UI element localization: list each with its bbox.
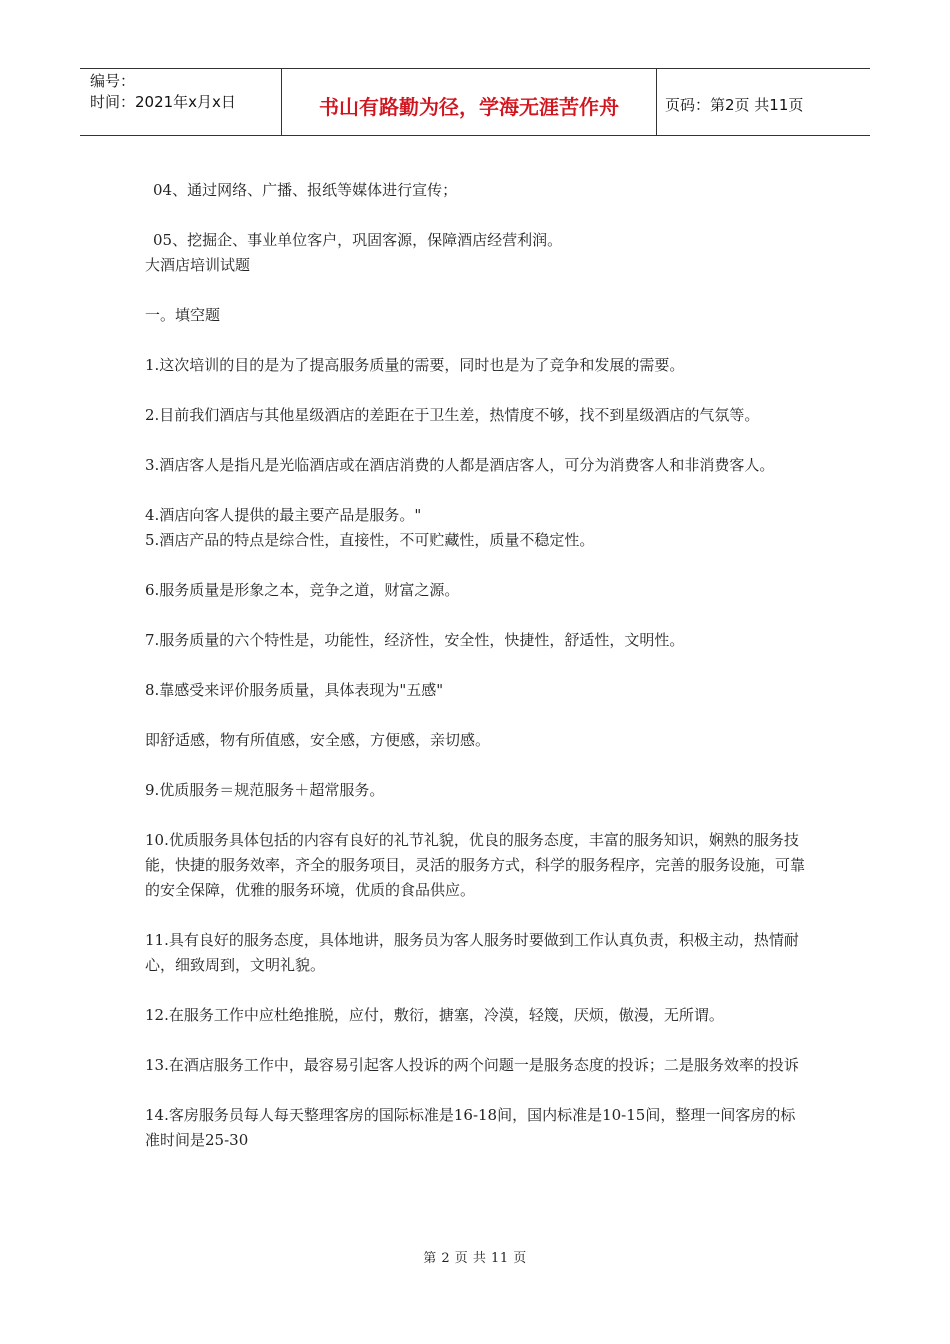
page-footer: 第 2 页 共 11 页 [423,1251,527,1266]
paragraph-clients: 05、挖掘企、事业单位客户，巩固客源，保障酒店经营利润。 [153,231,563,249]
document-title: 大酒店培训试题 [145,256,251,274]
question-11: 11.具有良好的服务态度，具体地讲，服务员为客人服务时要做到工作认真负责，积极主动，热情耐心，细致周到，文明礼貌。 [145,931,799,974]
question-12: 12.在服务工作中应杜绝推脱，应付，敷衍，搪塞，冷漠，轻篾，厌烦，傲漫，无所谓。 [145,1006,724,1024]
question-8-detail: 即舒适感，物有所值感，安全感，方便感，亲切感。 [145,731,491,749]
document-body [145,178,810,1153]
question-13: 13.在酒店服务工作中，最容易引起客人投诉的两个问题一是服务态度的投诉；二是服务效率的投诉 [145,1056,799,1074]
question-6: 6.服务质量是形象之本，竞争之道，财富之源。 [145,581,460,599]
question-3: 3.酒店客人是指凡是光临酒店或在酒店消费的人都是酒店客人，可分为消费客人和非消费客人。 [145,456,775,474]
header-motto: 书山有路勤为径，学海无涯苦作舟 [282,69,657,135]
document-time-label: 时间：2021年x月x日 [90,93,236,111]
question-7: 7.服务质量的六个特性是，功能性，经济性，安全性，快捷性，舒适性，文明性。 [145,631,685,649]
question-4: 4.酒店向客人提供的最主要产品是服务。" [145,506,422,524]
section-heading: 一。填空题 [145,306,221,324]
document-number-label: 编号： [90,72,136,90]
paragraph-publicity: 04、通过网络、广播、报纸等媒体进行宣传； [153,181,458,199]
question-8: 8.靠感受来评价服务质量，具体表现为"五感" [145,681,444,699]
header-meta [80,69,282,135]
question-9: 9.优质服务＝规范服务＋超常服务。 [145,781,385,799]
page-header [80,68,870,136]
header-page-info: 页码：第2页 共11页 [665,95,804,114]
question-1: 1.这次培训的目的是为了提高服务质量的需要，同时也是为了竞争和发展的需要。 [145,356,685,374]
question-2: 2.目前我们酒店与其他星级酒店的差距在于卫生差，热情度不够，找不到星级酒店的气氛等。 [145,406,760,424]
question-5: 5.酒店产品的特点是综合性，直接性，不可贮藏性，质量不稳定性。 [145,531,595,549]
question-10: 10.优质服务具体包括的内容有良好的礼节礼貌，优良的服务态度，丰富的服务知识，娴熟的服务技能，快捷的服务效率，齐全的服务项目，灵活的服务方式，科学的服务程序，完善的服务设施，可靠的安全保障，优雅的服务环境，优质的食品供应。 [145,831,806,899]
question-14: 14.客房服务员每人每天整理客房的国际标准是16-18间，国内标准是10-15间，整理一间客房的标准时间是25-30 [145,1106,796,1149]
